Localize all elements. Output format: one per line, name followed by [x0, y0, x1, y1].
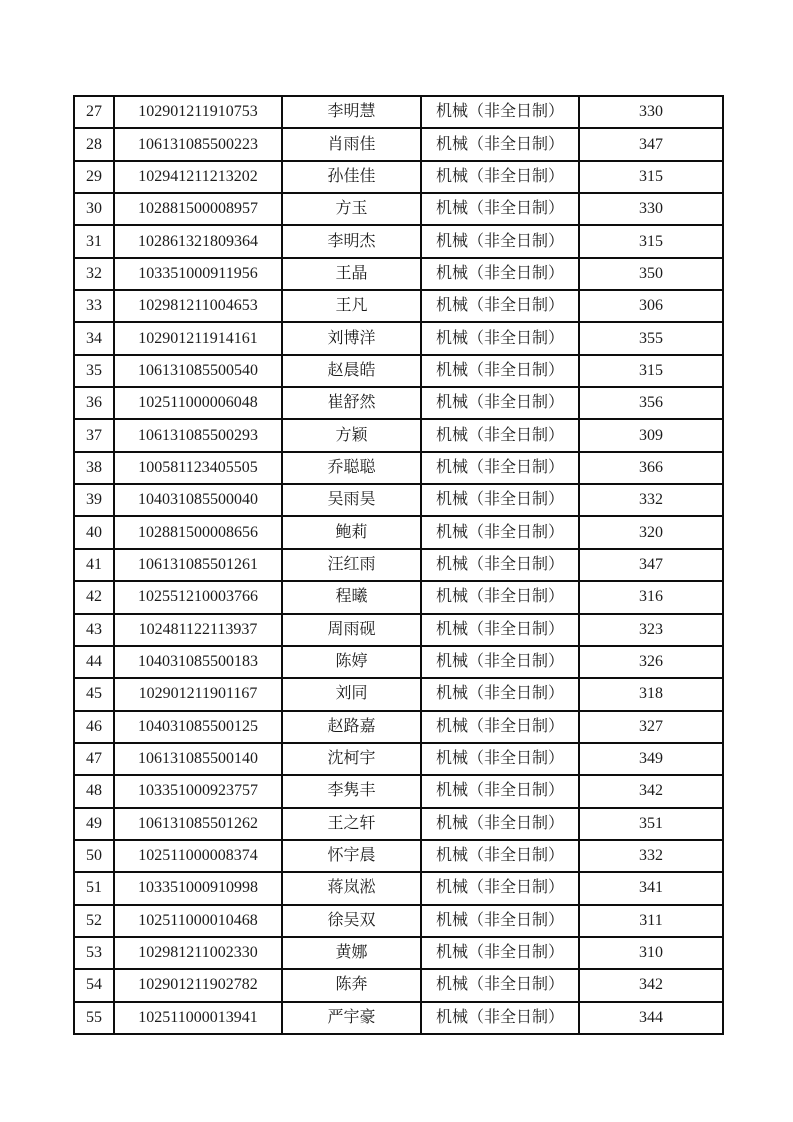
table-row — [74, 387, 723, 419]
score-cell: 310 — [579, 937, 723, 969]
table-row — [74, 872, 723, 904]
program-cell: 机械（非全日制） — [421, 387, 579, 419]
table-row — [74, 193, 723, 225]
score-cell: 344 — [579, 1002, 723, 1034]
results-table-body — [74, 96, 723, 1034]
row-number-cell: 47 — [74, 743, 114, 775]
table-row — [74, 905, 723, 937]
row-number-cell: 53 — [74, 937, 114, 969]
program-cell: 机械（非全日制） — [421, 225, 579, 257]
admission-results-table — [73, 95, 724, 1035]
candidate-name-cell: 陈婷 — [282, 646, 421, 678]
table-row — [74, 290, 723, 322]
table-row — [74, 840, 723, 872]
candidate-name-cell: 李明杰 — [282, 225, 421, 257]
score-cell: 330 — [579, 193, 723, 225]
score-cell: 349 — [579, 743, 723, 775]
row-number-cell: 33 — [74, 290, 114, 322]
candidate-id-cell: 102861321809364 — [114, 225, 282, 257]
score-cell: 350 — [579, 258, 723, 290]
row-number-cell: 41 — [74, 549, 114, 581]
program-cell: 机械（非全日制） — [421, 1002, 579, 1034]
program-cell: 机械（非全日制） — [421, 678, 579, 710]
program-cell: 机械（非全日制） — [421, 581, 579, 613]
program-cell: 机械（非全日制） — [421, 937, 579, 969]
row-number-cell: 49 — [74, 808, 114, 840]
table-row — [74, 484, 723, 516]
program-cell: 机械（非全日制） — [421, 808, 579, 840]
program-cell: 机械（非全日制） — [421, 322, 579, 354]
table-row — [74, 516, 723, 548]
table-row — [74, 225, 723, 257]
program-cell: 机械（非全日制） — [421, 355, 579, 387]
row-number-cell: 48 — [74, 775, 114, 807]
row-number-cell: 45 — [74, 678, 114, 710]
candidate-id-cell: 102981211004653 — [114, 290, 282, 322]
row-number-cell: 38 — [74, 452, 114, 484]
score-cell: 326 — [579, 646, 723, 678]
candidate-id-cell: 103351000923757 — [114, 775, 282, 807]
candidate-id-cell: 102511000010468 — [114, 905, 282, 937]
row-number-cell: 44 — [74, 646, 114, 678]
candidate-id-cell: 102901211901167 — [114, 678, 282, 710]
score-cell: 341 — [579, 872, 723, 904]
score-cell: 320 — [579, 516, 723, 548]
candidate-id-cell: 102901211910753 — [114, 96, 282, 128]
score-cell: 315 — [579, 161, 723, 193]
candidate-name-cell: 方颖 — [282, 419, 421, 451]
candidate-name-cell: 李明慧 — [282, 96, 421, 128]
table-row — [74, 581, 723, 613]
table-row — [74, 452, 723, 484]
program-cell: 机械（非全日制） — [421, 614, 579, 646]
program-cell: 机械（非全日制） — [421, 452, 579, 484]
candidate-id-cell: 100581123405505 — [114, 452, 282, 484]
score-cell: 318 — [579, 678, 723, 710]
table-row — [74, 355, 723, 387]
candidate-name-cell: 王之轩 — [282, 808, 421, 840]
table-row — [74, 322, 723, 354]
candidate-name-cell: 严宇豪 — [282, 1002, 421, 1034]
candidate-id-cell: 104031085500125 — [114, 711, 282, 743]
table-row — [74, 96, 723, 128]
program-cell: 机械（非全日制） — [421, 484, 579, 516]
program-cell: 机械（非全日制） — [421, 711, 579, 743]
candidate-name-cell: 李隽丰 — [282, 775, 421, 807]
program-cell: 机械（非全日制） — [421, 905, 579, 937]
candidate-id-cell: 102901211902782 — [114, 969, 282, 1001]
row-number-cell: 43 — [74, 614, 114, 646]
score-cell: 342 — [579, 969, 723, 1001]
candidate-id-cell: 104031085500183 — [114, 646, 282, 678]
candidate-id-cell: 106131085500540 — [114, 355, 282, 387]
row-number-cell: 37 — [74, 419, 114, 451]
score-cell: 316 — [579, 581, 723, 613]
candidate-id-cell: 106131085501262 — [114, 808, 282, 840]
program-cell: 机械（非全日制） — [421, 161, 579, 193]
candidate-name-cell: 陈奔 — [282, 969, 421, 1001]
table-row — [74, 1002, 723, 1034]
score-cell: 315 — [579, 225, 723, 257]
row-number-cell: 42 — [74, 581, 114, 613]
program-cell: 机械（非全日制） — [421, 549, 579, 581]
score-cell: 323 — [579, 614, 723, 646]
candidate-name-cell: 乔聪聪 — [282, 452, 421, 484]
score-cell: 332 — [579, 484, 723, 516]
candidate-name-cell: 怀宇晨 — [282, 840, 421, 872]
table-row — [74, 678, 723, 710]
candidate-name-cell: 鲍莉 — [282, 516, 421, 548]
candidate-name-cell: 程曦 — [282, 581, 421, 613]
program-cell: 机械（非全日制） — [421, 516, 579, 548]
program-cell: 机械（非全日制） — [421, 419, 579, 451]
program-cell: 机械（非全日制） — [421, 840, 579, 872]
program-cell: 机械（非全日制） — [421, 646, 579, 678]
score-cell: 342 — [579, 775, 723, 807]
score-cell: 351 — [579, 808, 723, 840]
row-number-cell: 55 — [74, 1002, 114, 1034]
candidate-id-cell: 102901211914161 — [114, 322, 282, 354]
candidate-name-cell: 孙佳佳 — [282, 161, 421, 193]
row-number-cell: 36 — [74, 387, 114, 419]
program-cell: 机械（非全日制） — [421, 258, 579, 290]
candidate-id-cell: 102511000008374 — [114, 840, 282, 872]
row-number-cell: 50 — [74, 840, 114, 872]
table-row — [74, 161, 723, 193]
candidate-name-cell: 崔舒然 — [282, 387, 421, 419]
candidate-id-cell: 106131085500293 — [114, 419, 282, 451]
candidate-id-cell: 106131085500140 — [114, 743, 282, 775]
row-number-cell: 31 — [74, 225, 114, 257]
candidate-name-cell: 蒋岚淞 — [282, 872, 421, 904]
row-number-cell: 28 — [74, 128, 114, 160]
row-number-cell: 35 — [74, 355, 114, 387]
candidate-name-cell: 方玉 — [282, 193, 421, 225]
table-row — [74, 419, 723, 451]
table-row — [74, 128, 723, 160]
table-row — [74, 775, 723, 807]
candidate-id-cell: 102551210003766 — [114, 581, 282, 613]
candidate-name-cell: 刘博洋 — [282, 322, 421, 354]
row-number-cell: 27 — [74, 96, 114, 128]
row-number-cell: 52 — [74, 905, 114, 937]
program-cell: 机械（非全日制） — [421, 128, 579, 160]
candidate-name-cell: 汪红雨 — [282, 549, 421, 581]
candidate-id-cell: 106131085501261 — [114, 549, 282, 581]
candidate-name-cell: 赵路嘉 — [282, 711, 421, 743]
table-row — [74, 711, 723, 743]
candidate-name-cell: 周雨砚 — [282, 614, 421, 646]
candidate-name-cell: 王晶 — [282, 258, 421, 290]
candidate-id-cell: 106131085500223 — [114, 128, 282, 160]
candidate-id-cell: 102481122113937 — [114, 614, 282, 646]
row-number-cell: 30 — [74, 193, 114, 225]
candidate-id-cell: 104031085500040 — [114, 484, 282, 516]
table-row — [74, 549, 723, 581]
row-number-cell: 32 — [74, 258, 114, 290]
candidate-name-cell: 徐吴双 — [282, 905, 421, 937]
row-number-cell: 40 — [74, 516, 114, 548]
candidate-id-cell: 102941211213202 — [114, 161, 282, 193]
program-cell: 机械（非全日制） — [421, 872, 579, 904]
candidate-name-cell: 肖雨佳 — [282, 128, 421, 160]
table-row — [74, 614, 723, 646]
candidate-name-cell: 赵晨皓 — [282, 355, 421, 387]
score-cell: 355 — [579, 322, 723, 354]
candidate-name-cell: 沈柯宇 — [282, 743, 421, 775]
candidate-id-cell: 103351000911956 — [114, 258, 282, 290]
candidate-name-cell: 吴雨昊 — [282, 484, 421, 516]
program-cell: 机械（非全日制） — [421, 743, 579, 775]
candidate-id-cell: 102511000013941 — [114, 1002, 282, 1034]
program-cell: 机械（非全日制） — [421, 290, 579, 322]
score-cell: 347 — [579, 128, 723, 160]
score-cell: 311 — [579, 905, 723, 937]
program-cell: 机械（非全日制） — [421, 193, 579, 225]
score-cell: 332 — [579, 840, 723, 872]
table-row — [74, 743, 723, 775]
row-number-cell: 29 — [74, 161, 114, 193]
row-number-cell: 51 — [74, 872, 114, 904]
candidate-name-cell: 王凡 — [282, 290, 421, 322]
candidate-id-cell: 102511000006048 — [114, 387, 282, 419]
score-cell: 366 — [579, 452, 723, 484]
table-row — [74, 969, 723, 1001]
score-cell: 347 — [579, 549, 723, 581]
row-number-cell: 39 — [74, 484, 114, 516]
table-row — [74, 646, 723, 678]
table-row — [74, 937, 723, 969]
row-number-cell: 54 — [74, 969, 114, 1001]
candidate-name-cell: 刘同 — [282, 678, 421, 710]
score-cell: 327 — [579, 711, 723, 743]
program-cell: 机械（非全日制） — [421, 969, 579, 1001]
row-number-cell: 46 — [74, 711, 114, 743]
program-cell: 机械（非全日制） — [421, 775, 579, 807]
row-number-cell: 34 — [74, 322, 114, 354]
score-cell: 330 — [579, 96, 723, 128]
program-cell: 机械（非全日制） — [421, 96, 579, 128]
score-cell: 306 — [579, 290, 723, 322]
candidate-name-cell: 黄娜 — [282, 937, 421, 969]
table-row — [74, 808, 723, 840]
table-row — [74, 258, 723, 290]
candidate-id-cell: 102981211002330 — [114, 937, 282, 969]
candidate-id-cell: 102881500008957 — [114, 193, 282, 225]
score-cell: 356 — [579, 387, 723, 419]
score-cell: 309 — [579, 419, 723, 451]
score-cell: 315 — [579, 355, 723, 387]
candidate-id-cell: 103351000910998 — [114, 872, 282, 904]
candidate-id-cell: 102881500008656 — [114, 516, 282, 548]
